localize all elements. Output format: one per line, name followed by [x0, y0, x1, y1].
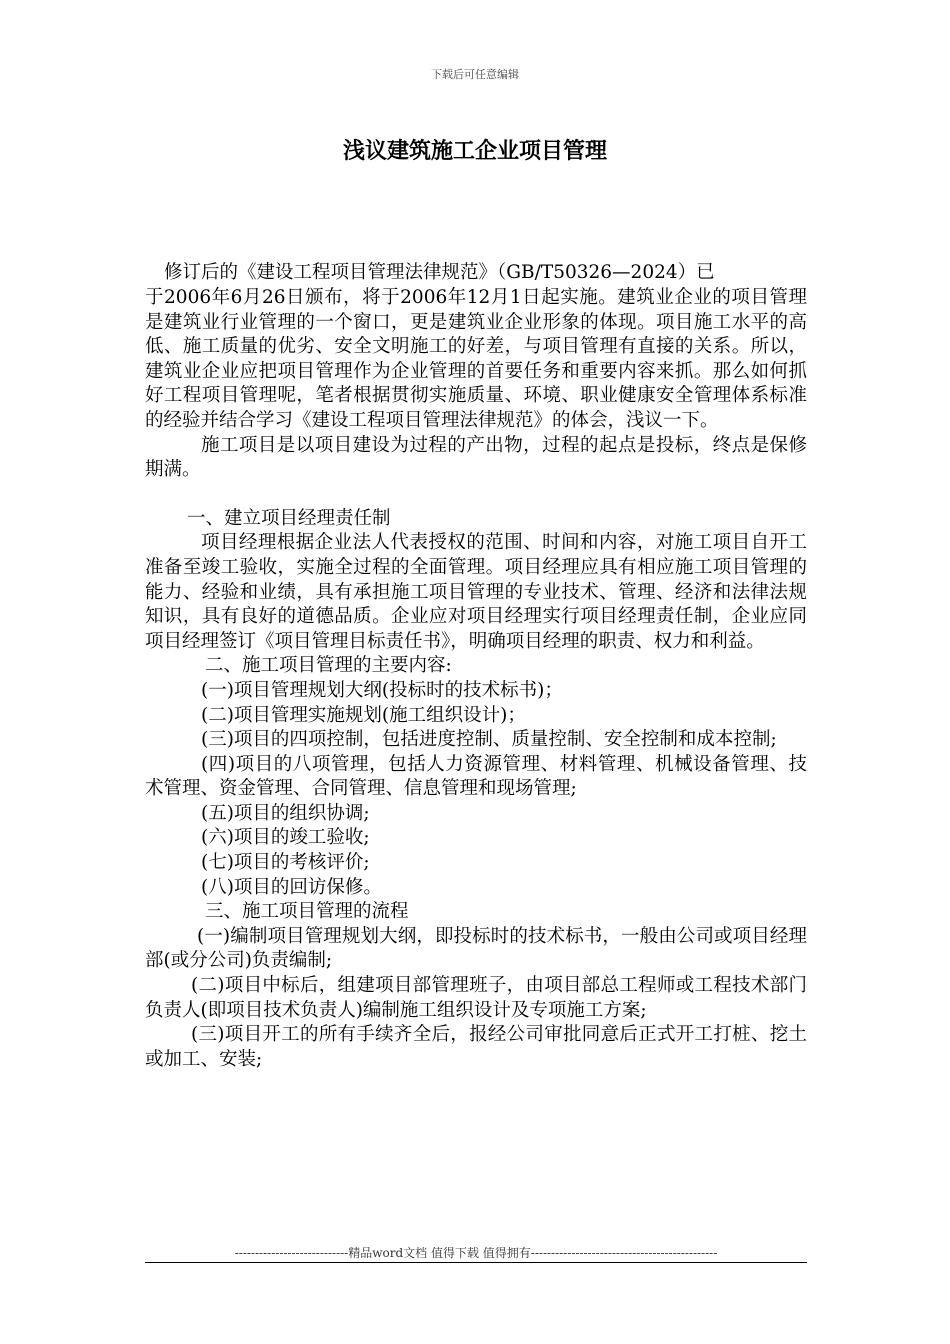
- paragraph-gap: [145, 483, 807, 507]
- section-heading-3: 三、施工项目管理的流程: [205, 901, 409, 923]
- footer-rule: [145, 1262, 807, 1263]
- list-item: (二)项目中标后，组建项目部管理班子，由项目部总工程师或工程技术部门负责人(即项目技术负责人)编制施工组织设计及专项施工方案;: [145, 975, 807, 1021]
- list-item: (一)编制项目管理规划大纲，即投标时的技术标书，一般由公司或项目经理部(或分公司)负责编制;: [145, 925, 807, 972]
- list-item: (四)项目的八项管理，包括人力资源管理、材料管理、机械设备管理、技术管理、资金管理、合同管理、信息管理和现场管理;: [145, 753, 807, 800]
- section-heading-2: 二、施工项目管理的主要内容:: [205, 655, 452, 677]
- list-item: (三)项目开工的所有手续齐全后，报经公司审批同意后正式开工打桩、挖土或加工、安装;: [145, 1024, 807, 1070]
- list-item: (一)项目管理规划大纲(投标时的技术标书)；: [201, 679, 563, 701]
- section-heading-1: 一、建立项目经理责任制: [187, 507, 391, 529]
- paragraph-intro-line: 修订后的《建设工程项目管理法律规范》（GB/T50326—2024）已: [164, 262, 715, 283]
- document-body: [145, 256, 807, 1072]
- list-item: (五)项目的组织协调;: [201, 802, 370, 824]
- document-title: 浅议建筑施工企业项目管理: [342, 139, 607, 164]
- paragraph-scope: 施工项目是以项目建设为过程的产出物，过程的起点是投标，终点是保修期满。: [145, 434, 807, 481]
- list-item: (八)项目的回访保修。: [201, 876, 382, 898]
- footer-note: ----------------------------精品word文档 值得下载 值得拥有----------------------------------------------: [234, 1246, 718, 1260]
- list-item: (三)项目的四项控制，包括进度控制、质量控制、安全控制和成本控制;: [201, 729, 777, 751]
- list-item: (二)项目管理实施规划(施工组织设计)；: [201, 704, 526, 726]
- list-item: (六)项目的竣工验收;: [201, 827, 370, 849]
- paragraph-manager-responsibility: 项目经理根据企业法人代表授权的范围、时间和内容，对施工项目自开工准备至竣工验收，实施全过程的全面管理。项目经理应具有相应施工项目管理的能力、经验和业绩，具有承担施工项目管理的专业技术、管理、经济和法律法规知识，具有良好的道德品质。企业应对项目经理实行项目经理责任制，企业应同项目经理签订《项目管理目标责任书》，明确项目经理的职责、权力和利益。: [145, 532, 807, 652]
- list-item: (七)项目的考核评价;: [201, 852, 370, 874]
- paragraph-intro: 于2006年6月26日颁布，将于2006年12月1日起实施。建筑业企业的项目管理是建筑业行业管理的一个窗口，更是建筑业企业形象的体现。项目施工水平的高低、施工质量的优劣、安全文明施工的好差，与项目管理有直接的关系。所以，建筑业企业应把项目管理作为企业管理的首要任务和重要内容来抓。那么如何抓好工程项目管理呢，笔者根据贯彻实施质量、环境、职业健康安全管理体系标准的经验并结合学习《建设工程项目管理法律规范》的体会，浅议一下。: [145, 287, 807, 431]
- header-note: 下载后可任意编辑: [431, 68, 519, 81]
